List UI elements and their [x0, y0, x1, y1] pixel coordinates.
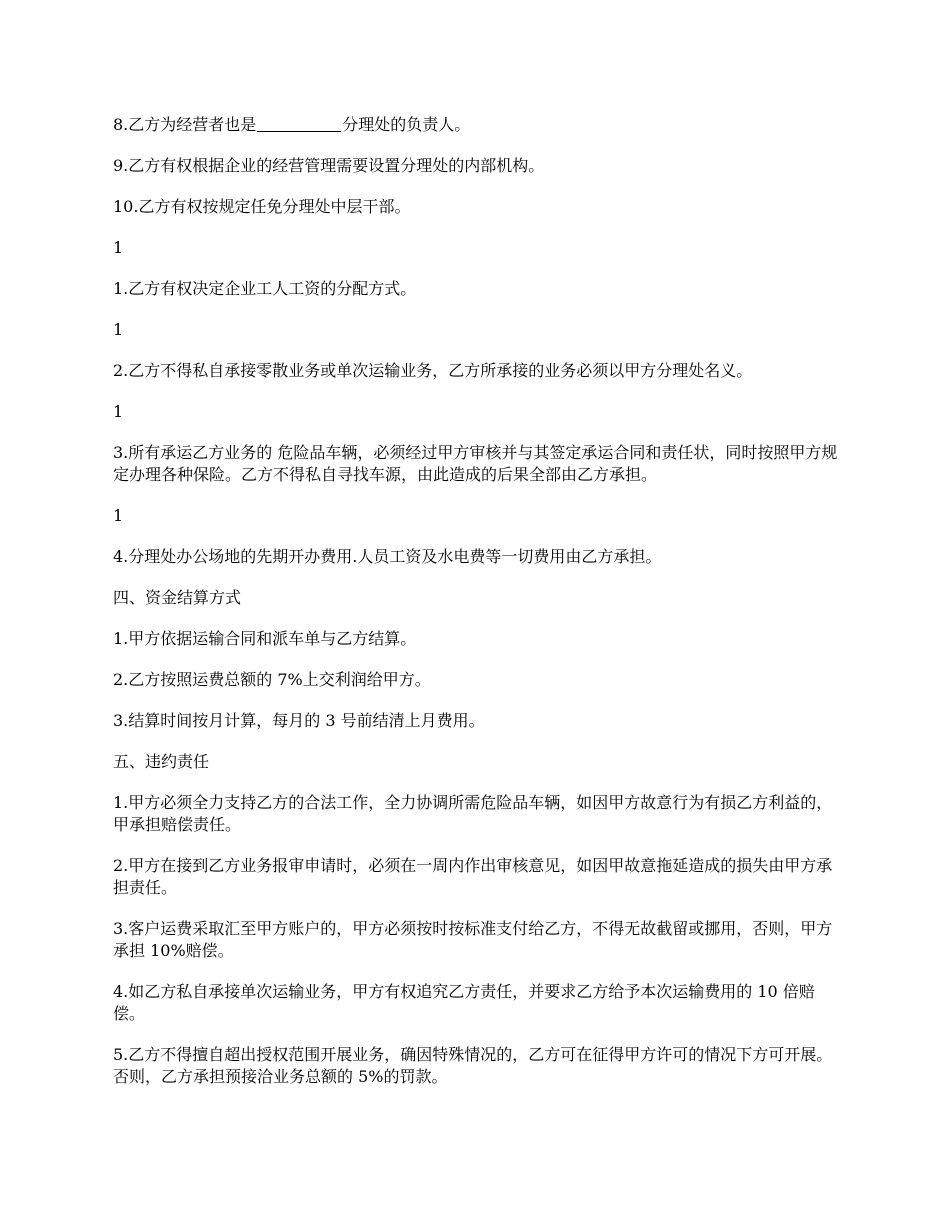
paragraph-liability-3: 3.客户运费采取汇至甲方账户的，甲方必须按时按标准支付给乙方，不得无故截留或挪用，否则，甲方承担 10%赔偿。 [113, 919, 833, 960]
section-heading-liability: 五、违约责任 [113, 752, 210, 771]
paragraph-wage-distribution: 1.乙方有权决定企业工人工资的分配方式。 [113, 279, 417, 298]
paragraph-liability-2: 2.甲方在接到乙方业务报审申请时，必须在一周内作出审核意见，如因甲故意拖延造成的损失由甲方承担责任。 [113, 856, 833, 897]
paragraph-section-number: 1 [113, 402, 124, 421]
paragraph-section-number: 1 [113, 506, 124, 525]
paragraph-office-costs: 4.分理处办公场地的先期开办费用.人员工资及水电费等一切费用由乙方承担。 [113, 547, 662, 566]
paragraph-section-number: 1 [113, 320, 124, 339]
paragraph-hazmat-vehicles: 3.所有承运乙方业务的 危险品车辆，必须经过甲方审核并与其签定承运合同和责任状，同时按照甲方规定办理各种保险。乙方不得私自寻找车源，由此造成的后果全部由乙方承担。 [113, 443, 838, 484]
paragraph-text-before-blank: 8.乙方为经营者也是 [113, 115, 257, 134]
paragraph-settlement-basis: 1.甲方依据运输合同和派车单与乙方结算。 [113, 629, 417, 648]
paragraph-liability-5: 5.乙方不得擅自超出授权范围开展业务，确因特殊情况的，乙方可在征得甲方许可的情况下方可开展。否则，乙方承担预接洽业务总额的 5%的罚款。 [113, 1045, 833, 1086]
document-body [113, 114, 843, 1107]
paragraph-section-number: 1 [113, 238, 124, 257]
paragraph-settlement-time: 3.结算时间按月计算，每月的 3 号前结清上月费用。 [113, 711, 485, 730]
paragraph-item-9: 9.乙方有权根据企业的经营管理需要设置分理处的内部机构。 [113, 156, 545, 175]
paragraph-liability-1: 1.甲方必须全力支持乙方的合法工作，全力协调所需危险品车辆，如因甲方故意行为有损乙方利益的，甲承担赔偿责任。 [113, 793, 833, 834]
paragraph-item-10: 10.乙方有权按规定任免分理处中层干部。 [113, 197, 411, 216]
paragraph-text-after-blank: 分理处的负责人。 [342, 115, 471, 134]
paragraph-profit-share: 2.乙方按照运费总额的 7%上交利润给甲方。 [113, 670, 431, 689]
fill-in-blank-line [257, 115, 341, 132]
paragraph-no-private-business: 2.乙方不得私自承接零散业务或单次运输业务，乙方所承接的业务必须以甲方分理处名义。 [113, 361, 753, 380]
section-heading-settlement: 四、资金结算方式 [113, 588, 242, 607]
paragraph-item-8 [113, 114, 843, 136]
paragraph-liability-4: 4.如乙方私自承接单次运输业务，甲方有权追究乙方责任，并要求乙方给予本次运输费用的 10 倍赔偿。 [113, 982, 815, 1023]
